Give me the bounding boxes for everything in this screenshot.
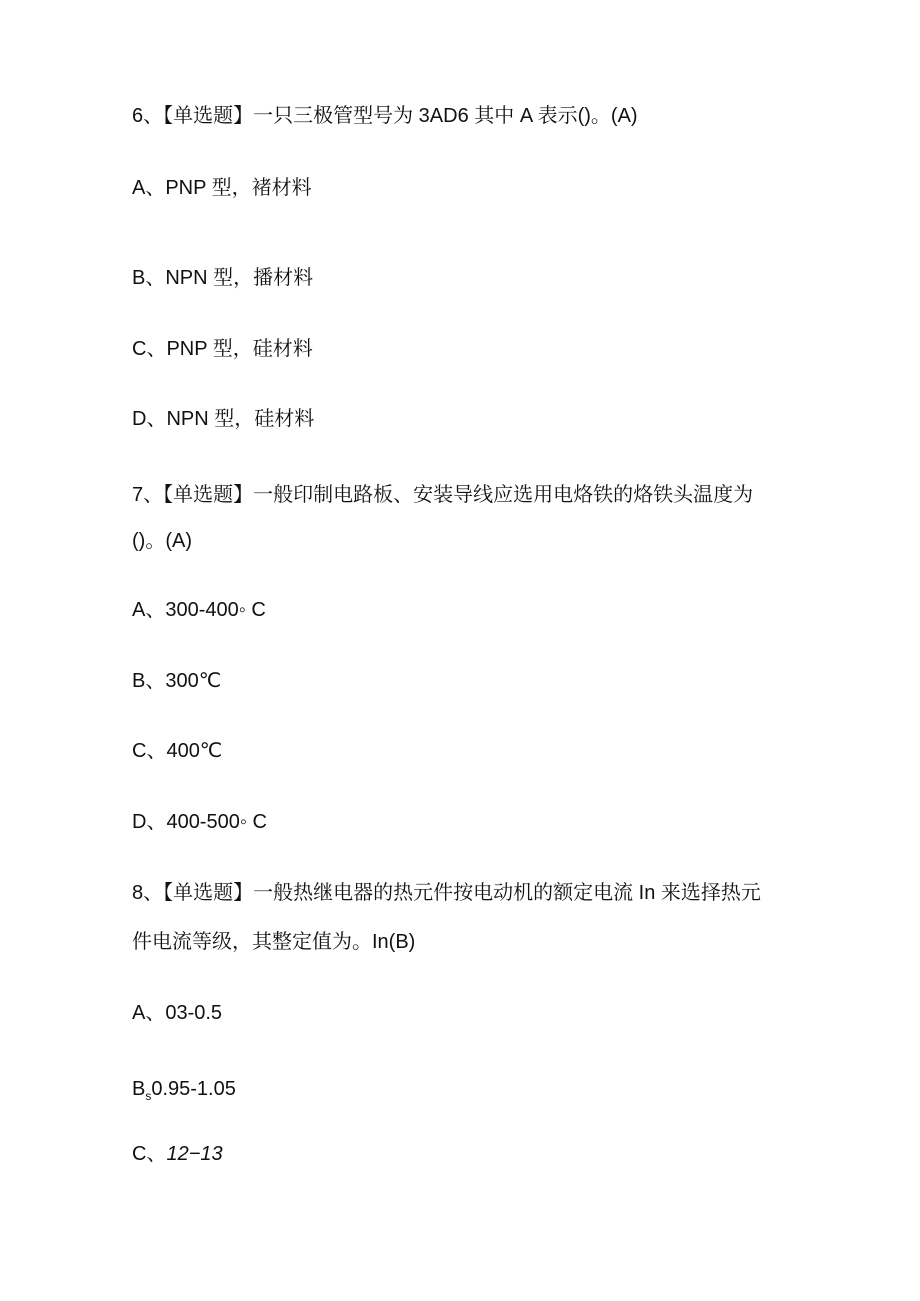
option-b-subscript: s (145, 1089, 152, 1103)
question-8-stem-line-1: 8、【单选题】一般热继电器的热元件按电动机的额定电流 In 来选择热元 (132, 882, 761, 904)
question-7-option-a: A、300-400◦ C (132, 599, 266, 621)
question-7-option-b: B、300℃ (132, 670, 222, 692)
option-c-value: 12−13 (166, 1143, 223, 1165)
option-b-letter: B (132, 1078, 146, 1100)
question-6-option-c: C、PNP 型，硅材料 (132, 338, 313, 360)
question-8-option-a: A、03-0.5 (132, 1002, 223, 1024)
question-6-stem: 6、【单选题】一只三极管型号为 3AD6 其中 A 表示()。(A) (132, 105, 638, 127)
question-8-option-c (132, 1142, 223, 1166)
question-7-stem-line-1: 7、【单选题】一般印制电路板、安装导线应选用电烙铁的烙铁头温度为 (132, 484, 754, 506)
question-7-option-c: C、400℃ (132, 740, 223, 762)
question-7-option-d: D、400-500◦ C (132, 811, 267, 833)
option-c-letter: C、 (132, 1143, 167, 1165)
question-8-stem-line-2: 件电流等级，其整定值为。In(B) (132, 931, 416, 953)
question-6-option-b: B、NPN 型，播材料 (132, 267, 314, 289)
question-6-option-d: D、NPN 型，硅材料 (132, 408, 315, 430)
question-7-stem-line-2: ()。(A) (132, 530, 192, 552)
option-b-value: 0.95-1.05 (151, 1078, 236, 1100)
question-8-option-b (132, 1077, 236, 1103)
question-6-option-a: A、PNP 型，褚材料 (132, 177, 312, 199)
